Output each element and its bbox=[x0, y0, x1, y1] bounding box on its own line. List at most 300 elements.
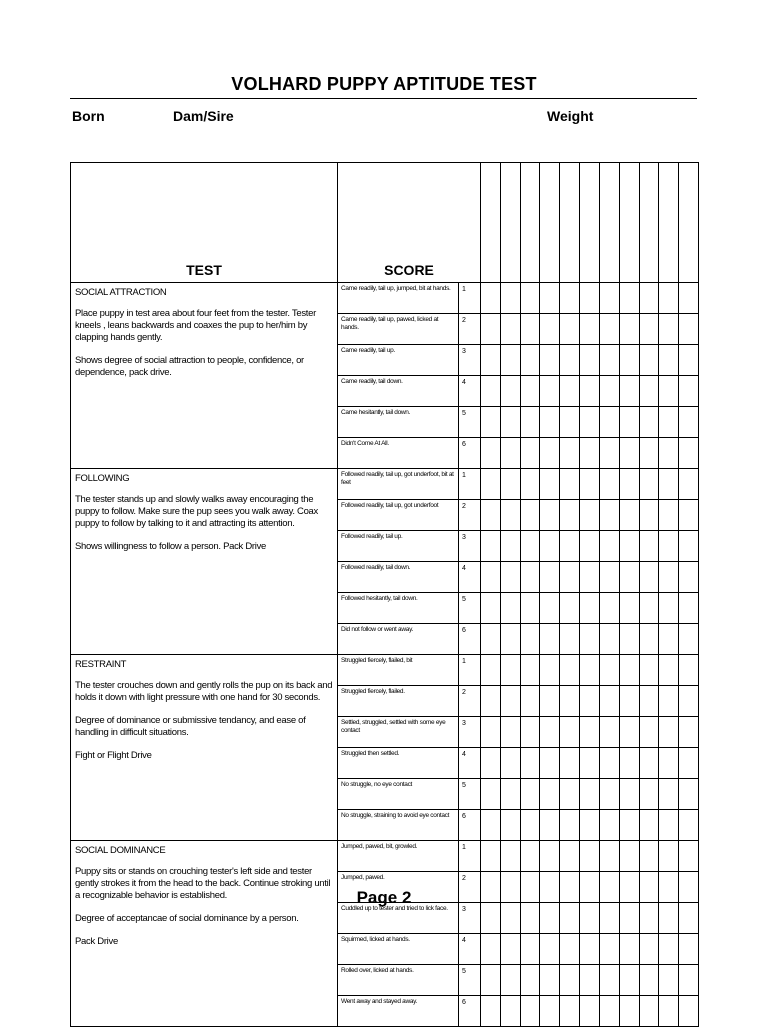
score-mark-cell[interactable] bbox=[560, 934, 580, 965]
score-mark-cell[interactable] bbox=[540, 779, 560, 810]
score-mark-cell[interactable] bbox=[599, 376, 619, 407]
test-description: Puppy sits or stands on crouching tester's left side and tester gently strokes it from the head to the back. Continue stroking until a recognizable behavior is established. bbox=[75, 866, 331, 901]
score-mark-cell[interactable] bbox=[679, 376, 699, 407]
score-mark-cell[interactable] bbox=[599, 407, 619, 438]
score-mark-cell[interactable] bbox=[599, 748, 619, 779]
score-mark-cell[interactable] bbox=[619, 314, 639, 345]
score-number: 6 bbox=[459, 996, 481, 1027]
score-number: 1 bbox=[459, 469, 481, 500]
score-number: 1 bbox=[459, 283, 481, 314]
score-mark-cell[interactable] bbox=[679, 686, 699, 717]
score-mark-cell[interactable] bbox=[679, 624, 699, 655]
score-mark-cell[interactable] bbox=[580, 531, 600, 562]
score-mark-cell[interactable] bbox=[520, 748, 540, 779]
score-description: Followed readily, tail down. bbox=[338, 562, 459, 593]
header-mark-cell bbox=[520, 163, 540, 283]
weight-label: Weight bbox=[547, 108, 594, 124]
test-description-cell bbox=[71, 841, 338, 1027]
score-mark-cell[interactable] bbox=[580, 500, 600, 531]
score-mark-cell[interactable] bbox=[679, 345, 699, 376]
score-mark-cell[interactable] bbox=[599, 469, 619, 500]
score-mark-cell[interactable] bbox=[639, 376, 659, 407]
score-mark-cell[interactable] bbox=[540, 314, 560, 345]
score-mark-cell[interactable] bbox=[540, 531, 560, 562]
score-mark-cell[interactable] bbox=[520, 283, 540, 314]
score-header: SCORE bbox=[338, 163, 481, 283]
score-mark-cell[interactable] bbox=[540, 469, 560, 500]
score-mark-cell[interactable] bbox=[520, 376, 540, 407]
score-row bbox=[71, 841, 699, 872]
score-mark-cell[interactable] bbox=[619, 748, 639, 779]
score-mark-cell[interactable] bbox=[580, 934, 600, 965]
score-mark-cell[interactable] bbox=[639, 717, 659, 748]
score-mark-cell[interactable] bbox=[540, 965, 560, 996]
score-mark-cell[interactable] bbox=[540, 345, 560, 376]
score-mark-cell[interactable] bbox=[520, 655, 540, 686]
score-mark-cell[interactable] bbox=[500, 500, 520, 531]
test-description: Place puppy in test area about four feet from the tester. Tester kneels , leans backwards and coaxes the pup to her/him by clapping hands gently. bbox=[75, 308, 316, 343]
score-mark-cell[interactable] bbox=[639, 438, 659, 469]
score-mark-cell[interactable] bbox=[639, 748, 659, 779]
score-mark-cell[interactable] bbox=[560, 376, 580, 407]
score-mark-cell[interactable] bbox=[500, 624, 520, 655]
score-mark-cell[interactable] bbox=[599, 500, 619, 531]
score-mark-cell[interactable] bbox=[619, 531, 639, 562]
score-mark-cell[interactable] bbox=[599, 531, 619, 562]
score-mark-cell[interactable] bbox=[540, 686, 560, 717]
score-mark-cell[interactable] bbox=[500, 376, 520, 407]
score-mark-cell[interactable] bbox=[659, 779, 679, 810]
score-mark-cell[interactable] bbox=[599, 283, 619, 314]
score-mark-cell[interactable] bbox=[520, 314, 540, 345]
score-mark-cell[interactable] bbox=[599, 934, 619, 965]
score-mark-cell[interactable] bbox=[679, 283, 699, 314]
score-number: 3 bbox=[459, 903, 481, 934]
score-mark-cell[interactable] bbox=[520, 717, 540, 748]
score-mark-cell[interactable] bbox=[619, 655, 639, 686]
score-mark-cell[interactable] bbox=[639, 407, 659, 438]
score-mark-cell[interactable] bbox=[619, 500, 639, 531]
score-mark-cell[interactable] bbox=[580, 965, 600, 996]
score-mark-cell[interactable] bbox=[580, 283, 600, 314]
score-mark-cell[interactable] bbox=[540, 717, 560, 748]
score-mark-cell[interactable] bbox=[599, 996, 619, 1027]
header-mark-cell bbox=[619, 163, 639, 283]
score-description: Followed readily, tail up. bbox=[338, 531, 459, 562]
score-mark-cell[interactable] bbox=[580, 376, 600, 407]
score-mark-cell[interactable] bbox=[659, 376, 679, 407]
score-mark-cell[interactable] bbox=[540, 996, 560, 1027]
score-number: 2 bbox=[459, 500, 481, 531]
score-mark-cell[interactable] bbox=[659, 438, 679, 469]
score-mark-cell[interactable] bbox=[580, 314, 600, 345]
score-mark-cell[interactable] bbox=[659, 345, 679, 376]
score-mark-cell[interactable] bbox=[540, 562, 560, 593]
score-mark-cell[interactable] bbox=[481, 438, 501, 469]
header-mark-cell bbox=[560, 163, 580, 283]
score-mark-cell[interactable] bbox=[679, 500, 699, 531]
score-mark-cell[interactable] bbox=[580, 655, 600, 686]
score-mark-cell[interactable] bbox=[560, 779, 580, 810]
score-mark-cell[interactable] bbox=[580, 686, 600, 717]
score-mark-cell[interactable] bbox=[639, 779, 659, 810]
score-mark-cell[interactable] bbox=[639, 996, 659, 1027]
score-mark-cell[interactable] bbox=[560, 810, 580, 841]
score-mark-cell[interactable] bbox=[560, 469, 580, 500]
score-mark-cell[interactable] bbox=[580, 407, 600, 438]
score-mark-cell[interactable] bbox=[500, 283, 520, 314]
score-mark-cell[interactable] bbox=[520, 531, 540, 562]
score-mark-cell[interactable] bbox=[639, 810, 659, 841]
score-mark-cell[interactable] bbox=[639, 531, 659, 562]
score-number: 5 bbox=[459, 407, 481, 438]
score-mark-cell[interactable] bbox=[481, 283, 501, 314]
score-mark-cell[interactable] bbox=[599, 314, 619, 345]
score-mark-cell[interactable] bbox=[599, 345, 619, 376]
score-number: 2 bbox=[459, 872, 481, 903]
score-mark-cell[interactable] bbox=[619, 438, 639, 469]
score-mark-cell[interactable] bbox=[679, 748, 699, 779]
score-mark-cell[interactable] bbox=[659, 996, 679, 1027]
score-mark-cell[interactable] bbox=[481, 562, 501, 593]
score-mark-cell[interactable] bbox=[560, 996, 580, 1027]
score-mark-cell[interactable] bbox=[659, 717, 679, 748]
score-mark-cell[interactable] bbox=[500, 655, 520, 686]
score-description: Settled, struggled, settled with some eye contact bbox=[338, 717, 459, 748]
score-mark-cell[interactable] bbox=[639, 655, 659, 686]
score-mark-cell[interactable] bbox=[599, 779, 619, 810]
score-mark-cell[interactable] bbox=[560, 407, 580, 438]
score-mark-cell[interactable] bbox=[679, 810, 699, 841]
score-mark-cell[interactable] bbox=[520, 624, 540, 655]
test-description-cell bbox=[71, 283, 338, 469]
born-label: Born bbox=[72, 108, 105, 124]
test-name: SOCIAL DOMINANCE bbox=[75, 845, 166, 856]
score-mark-cell[interactable] bbox=[500, 469, 520, 500]
score-mark-cell[interactable] bbox=[560, 686, 580, 717]
score-mark-cell[interactable] bbox=[639, 686, 659, 717]
score-number: 6 bbox=[459, 438, 481, 469]
score-mark-cell[interactable] bbox=[540, 748, 560, 779]
score-mark-cell[interactable] bbox=[560, 841, 580, 872]
header-mark-cell bbox=[599, 163, 619, 283]
score-mark-cell[interactable] bbox=[619, 810, 639, 841]
score-mark-cell[interactable] bbox=[500, 810, 520, 841]
score-mark-cell[interactable] bbox=[659, 655, 679, 686]
score-mark-cell[interactable] bbox=[619, 376, 639, 407]
score-mark-cell[interactable] bbox=[659, 407, 679, 438]
score-mark-cell[interactable] bbox=[659, 531, 679, 562]
score-mark-cell[interactable] bbox=[619, 717, 639, 748]
score-mark-cell[interactable] bbox=[679, 593, 699, 624]
score-mark-cell[interactable] bbox=[540, 841, 560, 872]
score-mark-cell[interactable] bbox=[540, 376, 560, 407]
test-shows-text: Shows degree of social attraction to people, confidence, or dependence, pack drive. bbox=[75, 355, 304, 378]
test-description: The tester stands up and slowly walks away encouraging the puppy to follow. Make sure the pup sees you walk away. Coax puppy to follow by talking to it and attracting its attention. bbox=[75, 494, 318, 529]
test-header: TEST bbox=[71, 163, 338, 283]
score-mark-cell[interactable] bbox=[679, 438, 699, 469]
score-mark-cell[interactable] bbox=[599, 562, 619, 593]
score-mark-cell[interactable] bbox=[659, 624, 679, 655]
score-mark-cell[interactable] bbox=[520, 965, 540, 996]
score-mark-cell[interactable] bbox=[659, 686, 679, 717]
score-mark-cell[interactable] bbox=[481, 469, 501, 500]
score-mark-cell[interactable] bbox=[560, 593, 580, 624]
score-description: Came readily, tail up. bbox=[338, 345, 459, 376]
score-mark-cell[interactable] bbox=[540, 655, 560, 686]
score-description: Did not follow or went away. bbox=[338, 624, 459, 655]
score-mark-cell[interactable] bbox=[540, 438, 560, 469]
score-mark-cell[interactable] bbox=[540, 934, 560, 965]
score-mark-cell[interactable] bbox=[580, 562, 600, 593]
score-mark-cell[interactable] bbox=[619, 562, 639, 593]
test-name: RESTRAINT bbox=[75, 659, 127, 670]
score-mark-cell[interactable] bbox=[500, 531, 520, 562]
score-mark-cell[interactable] bbox=[580, 810, 600, 841]
score-mark-cell[interactable] bbox=[679, 996, 699, 1027]
score-mark-cell[interactable] bbox=[560, 438, 580, 469]
score-mark-cell[interactable] bbox=[481, 655, 501, 686]
score-mark-cell[interactable] bbox=[500, 314, 520, 345]
score-mark-cell[interactable] bbox=[679, 965, 699, 996]
score-mark-cell[interactable] bbox=[520, 407, 540, 438]
score-mark-cell[interactable] bbox=[580, 469, 600, 500]
score-mark-cell[interactable] bbox=[679, 934, 699, 965]
score-mark-cell[interactable] bbox=[560, 283, 580, 314]
score-mark-cell[interactable] bbox=[639, 283, 659, 314]
score-number: 5 bbox=[459, 779, 481, 810]
score-mark-cell[interactable] bbox=[481, 345, 501, 376]
score-mark-cell[interactable] bbox=[619, 965, 639, 996]
score-mark-cell[interactable] bbox=[560, 717, 580, 748]
score-mark-cell[interactable] bbox=[619, 469, 639, 500]
score-mark-cell[interactable] bbox=[599, 593, 619, 624]
score-description: Came hesitantly, tail down. bbox=[338, 407, 459, 438]
score-mark-cell[interactable] bbox=[659, 500, 679, 531]
test-description: The tester crouches down and gently rolls the pup on its back and holds it down with light pressure with one hand for 30 seconds. bbox=[75, 680, 333, 703]
score-mark-cell[interactable] bbox=[500, 717, 520, 748]
score-mark-cell[interactable] bbox=[481, 624, 501, 655]
score-mark-cell[interactable] bbox=[481, 376, 501, 407]
score-mark-cell[interactable] bbox=[560, 748, 580, 779]
test-drive-text: Fight or Flight Drive bbox=[75, 750, 152, 761]
score-mark-cell[interactable] bbox=[500, 593, 520, 624]
score-mark-cell[interactable] bbox=[520, 500, 540, 531]
score-mark-cell[interactable] bbox=[639, 624, 659, 655]
score-description: Cuddled up to tester and tried to lick face. bbox=[338, 903, 459, 934]
score-mark-cell[interactable] bbox=[560, 531, 580, 562]
score-description: Struggled fiercely, flailed, bit bbox=[338, 655, 459, 686]
score-mark-cell[interactable] bbox=[481, 748, 501, 779]
page-number: Page 2 bbox=[356, 888, 412, 907]
score-mark-cell[interactable] bbox=[520, 593, 540, 624]
score-mark-cell[interactable] bbox=[580, 624, 600, 655]
score-mark-cell[interactable] bbox=[481, 779, 501, 810]
score-mark-cell[interactable] bbox=[520, 562, 540, 593]
score-mark-cell[interactable] bbox=[679, 531, 699, 562]
score-description: Struggled fiercely, flailed. bbox=[338, 686, 459, 717]
score-mark-cell[interactable] bbox=[540, 624, 560, 655]
score-mark-cell[interactable] bbox=[580, 345, 600, 376]
score-mark-cell[interactable] bbox=[500, 934, 520, 965]
score-mark-cell[interactable] bbox=[659, 314, 679, 345]
score-mark-cell[interactable] bbox=[659, 593, 679, 624]
score-mark-cell[interactable] bbox=[481, 500, 501, 531]
header-mark-cell bbox=[679, 163, 699, 283]
score-mark-cell[interactable] bbox=[679, 407, 699, 438]
score-mark-cell[interactable] bbox=[599, 655, 619, 686]
score-mark-cell[interactable] bbox=[481, 996, 501, 1027]
score-mark-cell[interactable] bbox=[481, 314, 501, 345]
score-mark-cell[interactable] bbox=[580, 996, 600, 1027]
score-mark-cell[interactable] bbox=[520, 996, 540, 1027]
score-description: Jumped, pawed. bbox=[338, 872, 459, 903]
score-mark-cell[interactable] bbox=[679, 841, 699, 872]
score-description: Came readily, tail up, pawed, licked at hands. bbox=[338, 314, 459, 345]
score-mark-cell[interactable] bbox=[500, 748, 520, 779]
score-mark-cell[interactable] bbox=[560, 562, 580, 593]
score-mark-cell[interactable] bbox=[520, 686, 540, 717]
score-mark-cell[interactable] bbox=[520, 438, 540, 469]
score-mark-cell[interactable] bbox=[599, 810, 619, 841]
score-mark-cell[interactable] bbox=[500, 407, 520, 438]
score-mark-cell[interactable] bbox=[481, 531, 501, 562]
score-mark-cell[interactable] bbox=[599, 686, 619, 717]
score-mark-cell[interactable] bbox=[500, 965, 520, 996]
score-mark-cell[interactable] bbox=[481, 841, 501, 872]
score-mark-cell[interactable] bbox=[540, 500, 560, 531]
score-mark-cell[interactable] bbox=[580, 593, 600, 624]
score-mark-cell[interactable] bbox=[520, 934, 540, 965]
score-mark-cell[interactable] bbox=[481, 407, 501, 438]
score-mark-cell[interactable] bbox=[639, 314, 659, 345]
score-mark-cell[interactable] bbox=[481, 810, 501, 841]
score-mark-cell[interactable] bbox=[560, 314, 580, 345]
score-mark-cell[interactable] bbox=[560, 655, 580, 686]
score-mark-cell[interactable] bbox=[659, 748, 679, 779]
score-mark-cell[interactable] bbox=[599, 717, 619, 748]
header-mark-cell bbox=[580, 163, 600, 283]
score-mark-cell[interactable] bbox=[580, 841, 600, 872]
score-mark-cell[interactable] bbox=[599, 841, 619, 872]
score-mark-cell[interactable] bbox=[659, 283, 679, 314]
score-mark-cell[interactable] bbox=[619, 934, 639, 965]
header-mark-cell bbox=[659, 163, 679, 283]
score-number: 5 bbox=[459, 593, 481, 624]
score-mark-cell[interactable] bbox=[679, 717, 699, 748]
score-mark-cell[interactable] bbox=[481, 717, 501, 748]
score-number: 4 bbox=[459, 376, 481, 407]
score-mark-cell[interactable] bbox=[500, 345, 520, 376]
score-mark-cell[interactable] bbox=[679, 562, 699, 593]
score-number: 4 bbox=[459, 562, 481, 593]
score-mark-cell[interactable] bbox=[500, 996, 520, 1027]
score-mark-cell[interactable] bbox=[619, 624, 639, 655]
score-mark-cell[interactable] bbox=[481, 593, 501, 624]
score-mark-cell[interactable] bbox=[639, 841, 659, 872]
score-mark-cell[interactable] bbox=[639, 562, 659, 593]
score-mark-cell[interactable] bbox=[659, 562, 679, 593]
score-mark-cell[interactable] bbox=[619, 686, 639, 717]
score-mark-cell[interactable] bbox=[580, 717, 600, 748]
score-mark-cell[interactable] bbox=[580, 438, 600, 469]
score-mark-cell[interactable] bbox=[639, 500, 659, 531]
score-mark-cell[interactable] bbox=[679, 655, 699, 686]
score-number: 1 bbox=[459, 655, 481, 686]
score-mark-cell[interactable] bbox=[619, 996, 639, 1027]
score-mark-cell[interactable] bbox=[520, 779, 540, 810]
score-mark-cell[interactable] bbox=[580, 779, 600, 810]
score-description: No struggle, straining to avoid eye contact bbox=[338, 810, 459, 841]
score-description: Struggled then settled. bbox=[338, 748, 459, 779]
score-mark-cell[interactable] bbox=[520, 841, 540, 872]
score-mark-cell[interactable] bbox=[639, 934, 659, 965]
score-mark-cell[interactable] bbox=[481, 934, 501, 965]
score-mark-cell[interactable] bbox=[659, 934, 679, 965]
score-number: 3 bbox=[459, 531, 481, 562]
score-mark-cell[interactable] bbox=[500, 686, 520, 717]
score-mark-cell[interactable] bbox=[659, 810, 679, 841]
score-mark-cell[interactable] bbox=[481, 965, 501, 996]
score-mark-cell[interactable] bbox=[659, 469, 679, 500]
header-mark-cell bbox=[540, 163, 560, 283]
score-mark-cell[interactable] bbox=[520, 469, 540, 500]
score-mark-cell[interactable] bbox=[540, 283, 560, 314]
score-mark-cell[interactable] bbox=[540, 407, 560, 438]
score-number: 6 bbox=[459, 810, 481, 841]
score-mark-cell[interactable] bbox=[619, 345, 639, 376]
score-description: Followed readily, tail up, got underfoot bbox=[338, 500, 459, 531]
score-mark-cell[interactable] bbox=[500, 562, 520, 593]
score-mark-cell[interactable] bbox=[679, 469, 699, 500]
score-mark-cell[interactable] bbox=[639, 345, 659, 376]
score-number: 3 bbox=[459, 717, 481, 748]
score-mark-cell[interactable] bbox=[619, 283, 639, 314]
score-mark-cell[interactable] bbox=[619, 841, 639, 872]
score-mark-cell[interactable] bbox=[639, 469, 659, 500]
score-mark-cell[interactable] bbox=[540, 810, 560, 841]
score-mark-cell[interactable] bbox=[481, 686, 501, 717]
score-mark-cell[interactable] bbox=[580, 748, 600, 779]
score-mark-cell[interactable] bbox=[659, 841, 679, 872]
score-mark-cell[interactable] bbox=[520, 810, 540, 841]
score-mark-cell[interactable] bbox=[599, 965, 619, 996]
score-number: 2 bbox=[459, 686, 481, 717]
score-mark-cell[interactable] bbox=[560, 500, 580, 531]
score-mark-cell[interactable] bbox=[560, 345, 580, 376]
score-number: 6 bbox=[459, 624, 481, 655]
score-mark-cell[interactable] bbox=[500, 841, 520, 872]
score-mark-cell[interactable] bbox=[560, 624, 580, 655]
score-mark-cell[interactable] bbox=[500, 438, 520, 469]
score-mark-cell[interactable] bbox=[639, 593, 659, 624]
score-mark-cell[interactable] bbox=[619, 779, 639, 810]
score-mark-cell[interactable] bbox=[639, 965, 659, 996]
score-mark-cell[interactable] bbox=[619, 407, 639, 438]
score-mark-cell[interactable] bbox=[599, 624, 619, 655]
score-mark-cell[interactable] bbox=[659, 965, 679, 996]
score-mark-cell[interactable] bbox=[500, 779, 520, 810]
score-description: Followed hesitantly, tail down. bbox=[338, 593, 459, 624]
score-mark-cell[interactable] bbox=[540, 593, 560, 624]
score-mark-cell[interactable] bbox=[560, 965, 580, 996]
score-mark-cell[interactable] bbox=[679, 314, 699, 345]
test-shows-text: Degree of dominance or submissive tendancy, and ease of handling in difficult situations. bbox=[75, 715, 306, 738]
score-mark-cell[interactable] bbox=[520, 345, 540, 376]
score-mark-cell[interactable] bbox=[599, 438, 619, 469]
score-mark-cell[interactable] bbox=[679, 779, 699, 810]
score-mark-cell[interactable] bbox=[619, 593, 639, 624]
